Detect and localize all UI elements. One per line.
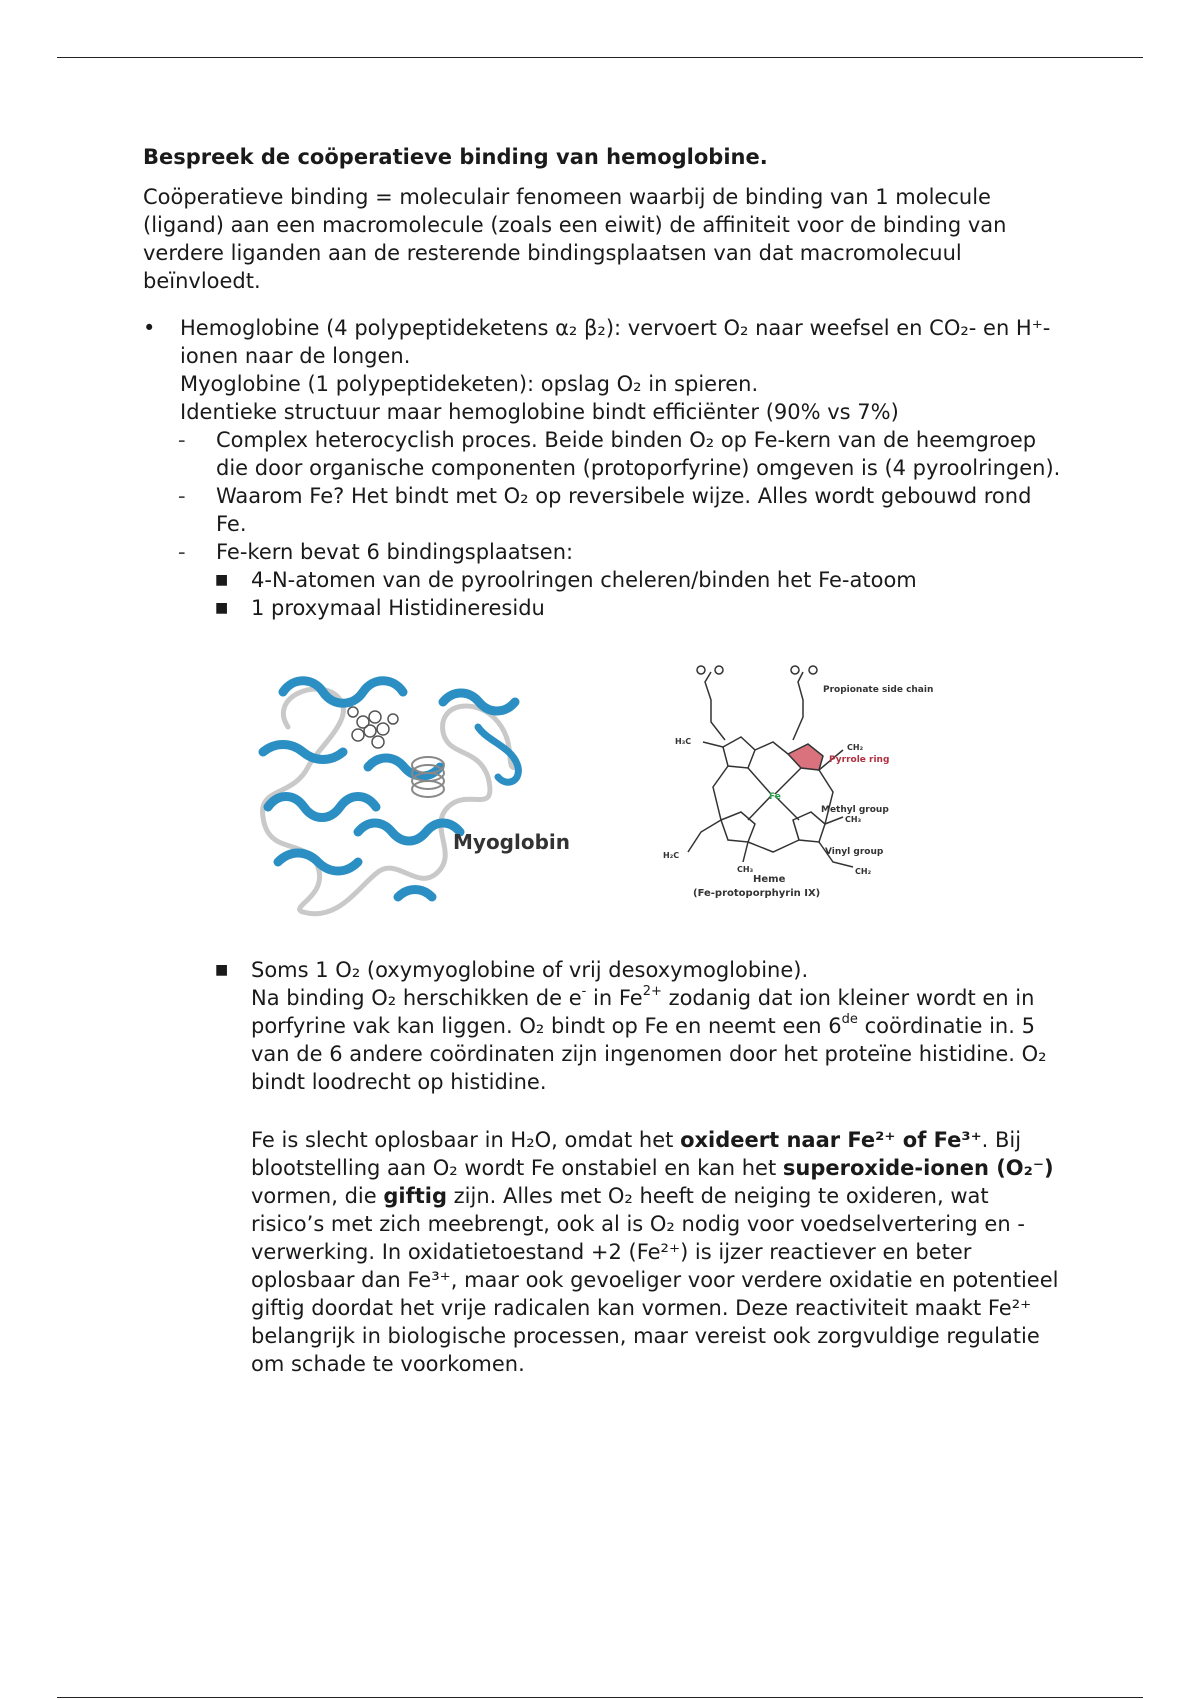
square-bullet: ■ <box>215 600 229 616</box>
square-item <box>143 566 1063 594</box>
iron-oxidation-paragraph: Fe is slecht oplosbaar in H₂O, omdat het oxideert naar Fe²⁺ of Fe³⁺. Bij blootstelling aan O₂ wordt Fe onstabiel en kan het superoxide-ionen (O₂⁻) vormen, die giftig zijn. Alles met O₂ heeft de neiging te oxideren, wat risico’s met zich meebrengt, ook al is O₂ nodig voor voedselvertering en -verwerking. In oxidatietoestand +2 (Fe²⁺) is ijzer reactiever en beter oplosbaar dan Fe³⁺, maar ook gevoeliger voor verdere oxidatie en potentieel giftig doordat het vrije radicalen kan vormen. Deze reactiviteit maakt Fe²⁺ belangrijk in biologische processen, maar vereist ook zorgvuldige regulatie om schade te voorkomen. <box>251 1128 1059 1376</box>
vinyl-label: Vinyl group <box>825 847 884 857</box>
intro-paragraph: Coöperatieve binding = moleculair fenomeen waarbij de binding van 1 molecule (ligand) aan een macromolecule (zoals een eiwit) de affiniteit voor de binding van verdere liganden aan de resterende bindingsplaatsen van dat macromolecuul beïnvloedt. <box>143 185 1007 293</box>
bullet-hemoglobine <box>143 314 1063 426</box>
bullet-dot: • <box>143 316 156 340</box>
dash-item-text: Fe-kern bevat 6 bindingsplaatsen: <box>216 540 574 564</box>
footer-rule <box>57 1697 1143 1698</box>
bullet1-line3: Identieke structuur maar hemoglobine bindt efficiënter (90% vs 7%) <box>180 400 899 424</box>
page-title: Bespreek de coöperatieve binding van hemoglobine. <box>143 145 768 169</box>
ch3-right-label: CH₃ <box>845 815 862 824</box>
square-bullet: ■ <box>215 572 229 588</box>
dash-item-text: Complex heterocyclish proces. Beide binden O₂ op Fe-kern van de heemgroep die door organische componenten (protoporfyrine) omgeven is (4 pyroolringen). <box>216 428 1061 480</box>
ch3-bottom-label: CH₃ <box>737 865 754 874</box>
square-item <box>143 956 1063 984</box>
methyl-label: Methyl group <box>821 805 889 815</box>
dash-bullet: - <box>178 540 186 564</box>
h3c-label: H₃C <box>675 737 692 746</box>
ch2-top-label: CH₂ <box>847 743 864 752</box>
fe-label: Fe <box>769 792 781 802</box>
bullet1-line2: Myoglobine (1 polypeptideketen): opslag O₂ in spieren. <box>180 372 759 396</box>
propionate-label: Propionate side chain <box>823 685 934 695</box>
figures-row <box>143 632 1063 956</box>
dash-item <box>143 482 1063 538</box>
heme-subtitle: (Fe-protoporphyrin IX) <box>693 888 821 899</box>
dash-bullet: - <box>178 484 186 508</box>
header-rule <box>57 57 1143 58</box>
square-item <box>143 594 1063 622</box>
dash-item <box>143 426 1063 482</box>
oxygen-binding-paragraph: Na binding O₂ herschikken de e- in $Fe^{2+}$ zodanig dat ion kleiner wordt en in porfyrine vak kan liggen. O₂ bindt op Fe en neemt een 6de coördinatie in. 5 van de 6 andere coördinaten zijn ingenomen door het proteïne histidine. O₂ bindt loodrecht op histidine. <box>251 984 1047 1094</box>
square-item-text: Soms 1 O₂ (oxymyoglobine of vrij desoxymoglobine). <box>251 958 809 982</box>
myoglobin-label: Myoglobin <box>453 830 571 854</box>
dash-bullet: - <box>178 428 186 452</box>
pyrrole-label: Pyrrole ring <box>829 755 890 765</box>
square-item-text: 4-N-atomen van de pyroolringen cheleren/binden het Fe-atoom <box>251 568 917 592</box>
h2c-label: H₂C <box>663 851 680 860</box>
dash-item <box>143 538 1063 566</box>
square-item-text: 1 proxymaal Histidineresidu <box>251 596 545 620</box>
bullet1-line1: Hemoglobine (4 polypeptideketens α₂ β₂): vervoert O₂ naar weefsel en CO₂- en H⁺-ionen naar de longen. <box>180 316 1051 368</box>
heme-label: Heme <box>753 874 786 885</box>
dash-item-text: Waarom Fe? Het bindt met O₂ op reversibele wijze. Alles wordt gebouwd rond Fe. <box>216 484 1032 536</box>
myoglobin-figure <box>248 657 571 919</box>
heme-figure <box>653 652 934 922</box>
document-page <box>143 140 1063 1378</box>
ch2-vinyl-label: CH₂ <box>855 867 872 876</box>
square-bullet: ■ <box>215 962 229 978</box>
